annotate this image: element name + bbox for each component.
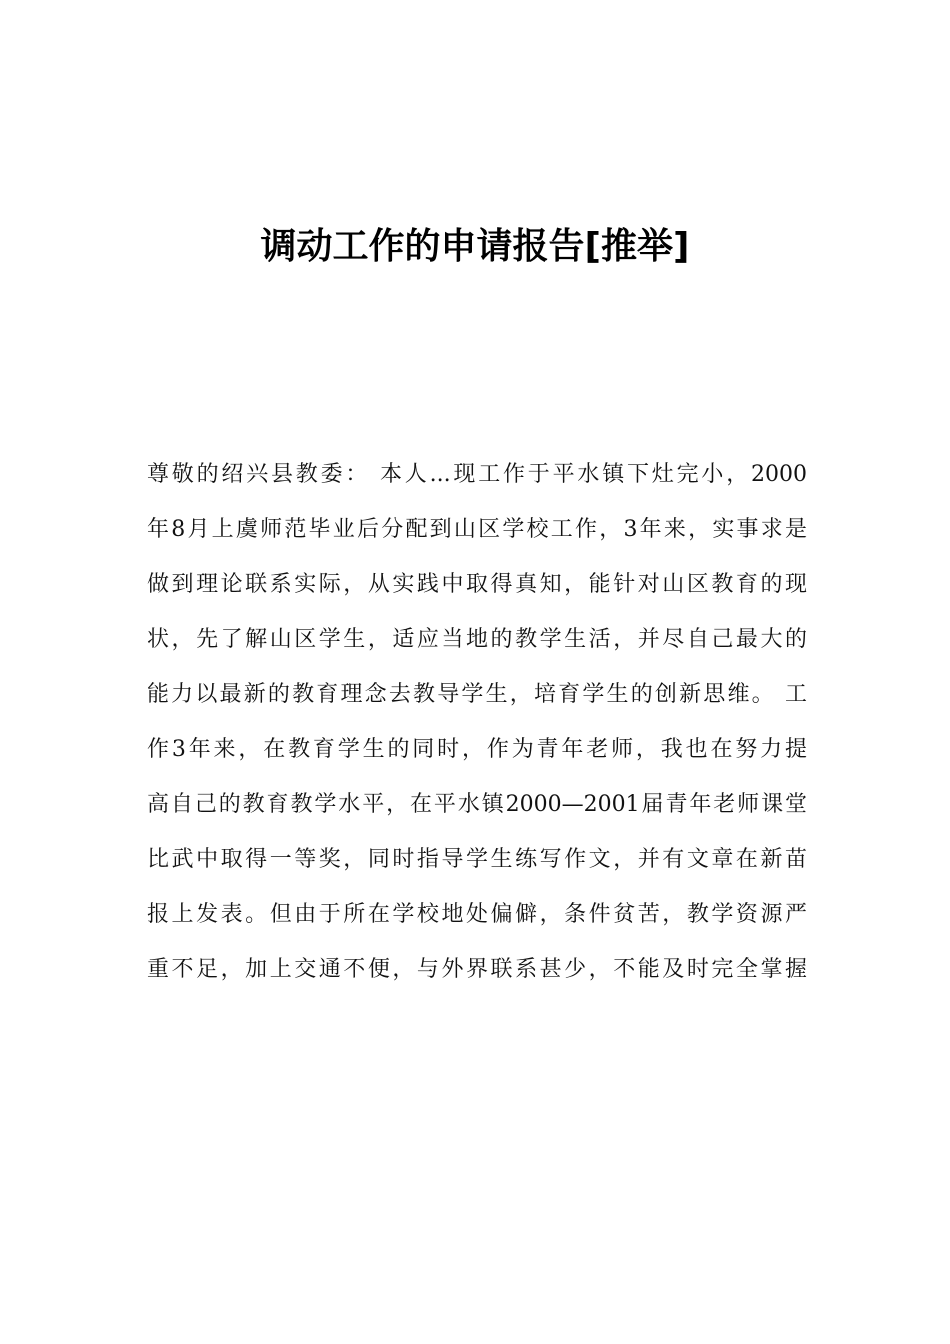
body-line: 作3年来，在教育学生的同时，作为青年老师，我也在努力提 — [147, 737, 807, 762]
body-line: 比武中取得一等奖，同时指导学生练写作文，并有文章在新苗 — [147, 847, 807, 872]
body-line: 重不足，加上交通不便，与外界联系甚少，不能及时完全掌握 — [147, 957, 807, 982]
body-line: 能力以最新的教育理念去教导学生，培育学生的创新思维。 工 — [147, 682, 807, 707]
body-line: 状，先了解山区学生，适应当地的教学生活，并尽自己最大的 — [147, 627, 807, 652]
body-line: 尊敬的绍兴县教委： 本人...现工作于平水镇下灶完小，2000 — [147, 462, 807, 487]
body-line: 年8月上虞师范毕业后分配到山区学校工作，3年来，实事求是 — [147, 517, 807, 542]
document-title: 调动工作的申请报告[推举] — [260, 226, 690, 267]
document-body — [147, 448, 807, 998]
body-line: 高自己的教育教学水平，在平水镇2000—2001届青年老师课堂 — [147, 792, 807, 817]
body-line: 做到理论联系实际，从实践中取得真知，能针对山区教育的现 — [147, 572, 807, 597]
body-line: 报上发表。但由于所在学校地处偏僻，条件贫苦，教学资源严 — [147, 902, 807, 927]
